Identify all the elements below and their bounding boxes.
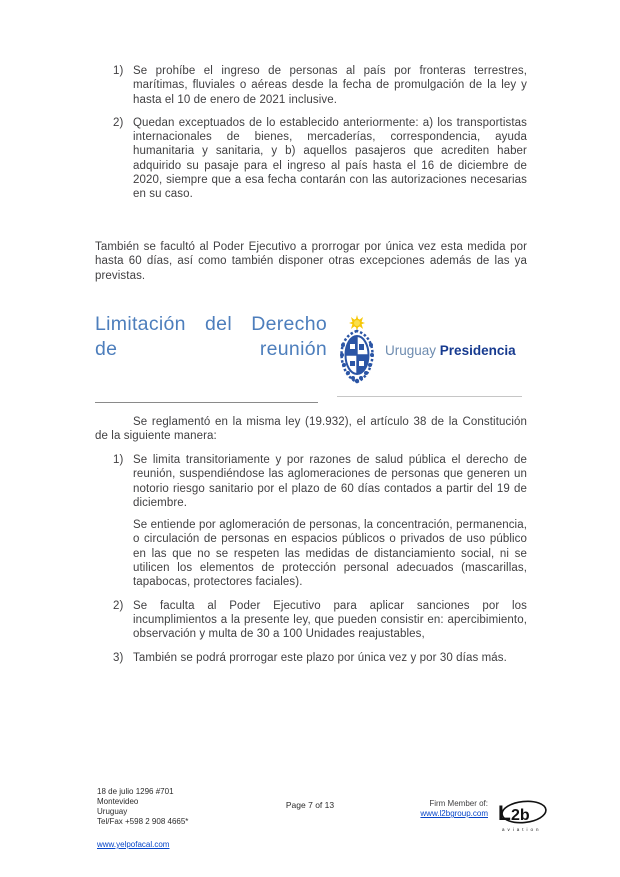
l2bgroup-link[interactable]: www.l2bgroup.com [420,809,488,818]
border-closure-list [95,64,527,211]
address-line: Uruguay [97,807,128,816]
presidencia-logo-block [337,312,527,403]
address-line: Montevideo [97,797,139,806]
list-item [95,116,527,202]
presidencia-wordmark [385,343,516,358]
page-title: Limitación del Derecho de reunión [95,313,327,360]
logo-divider [337,396,522,397]
list-item-text: Quedan exceptuados de lo establecido anteriormente: a) los transportistas internacionales de bienes, mercaderías, correspondencia, ayuda humanitaria y sanitaria, y b) aquellos pasajeros que acrediten haber adquirido su pasaje para el ingreso al país hasta el 16 de diciembre de 2020, siempre que a esa fecha contarán con las autorizaciones necesarias en su caso. [133,116,527,201]
list-item-text: También se podrá prorrogar este plazo por única vez y por 30 días más. [133,651,507,664]
address-line: Tel/Fax +598 2 908 4665* [97,817,189,826]
list-item [95,599,527,642]
section-heading-column [95,312,327,403]
firm-member-text [404,799,488,819]
list-item-number: 3) [113,651,124,664]
list-item-number: 1) [113,454,124,466]
svg-text:L: L [498,802,511,825]
svg-text:aviation: aviation [502,827,542,832]
uruguay-coat-of-arms-icon [337,315,377,385]
address-line: 18 de julio 1296 #701 [97,787,174,796]
paragraph-reglamento: Se reglamentó en la misma ley (19.932), el artículo 38 de la Constitución de la siguiente manera: [95,416,527,443]
list-item-subtext: Se entiende por aglomeración de personas, la concentración, permanencia, o circulación de personas en espacios públicos o privados de uso público en las que no se respeten las medidas de distanciamiento social, ni se utilicen los elementos de protección personal adecuados (mascarillas, tapabocas, protectores faciales). [133,519,527,589]
list-item-text [133,453,527,590]
logo-word-uruguay: Uruguay [385,342,437,358]
list-item-number: 2) [113,599,124,612]
list-item-text: Se prohíbe el ingreso de personas al país por fronteras terrestres, marítimas, fluviales o aéreas desde la fecha de promulgación de la ley y hasta el 10 de enero de 2021 inclusive. [133,65,527,106]
footer-website [97,840,169,849]
firm-website-link[interactable]: www.yelpofacal.com [97,840,170,849]
firm-member-label: Firm Member of: [429,799,488,808]
list-item [95,64,527,107]
section-header [95,312,527,403]
heading-divider [95,402,318,403]
svg-text:2b: 2b [511,807,530,824]
list-item-text: Se faculta al Poder Ejecutivo para aplicar sanciones por los incumplimientos a la presente ley, que pueden consistir en: apercibimiento, observación y multa de 30 a 100 Unidades reajustables, [133,599,527,641]
list-item-number: 2) [113,116,124,129]
paragraph-prorroga: También se facultó al Poder Ejecutivo a prorrogar por única vez esta medida por hasta 60 días, así como también disponer otras excepciones además de las ya previstas. [95,241,527,282]
list-item [95,651,527,665]
logo-word-presidencia: Presidencia [439,342,516,358]
list-item-number: 1) [113,65,124,77]
list-item [95,453,527,590]
l2b-aviation-logo-icon [494,799,550,839]
presidencia-logo [337,314,527,386]
list-item-main-text: Se limita transitoriamente y por razones de salud pública el derecho de reunión, suspendiéndose las aglomeraciones de personas que generen un notorio riesgo sanitario por el plazo de 60 días contados a partir del 19 de diciembre. [133,454,527,509]
reunion-limit-list [95,453,527,674]
footer-firm-member [404,799,554,839]
page-number: Page 7 of 13 [285,800,335,810]
